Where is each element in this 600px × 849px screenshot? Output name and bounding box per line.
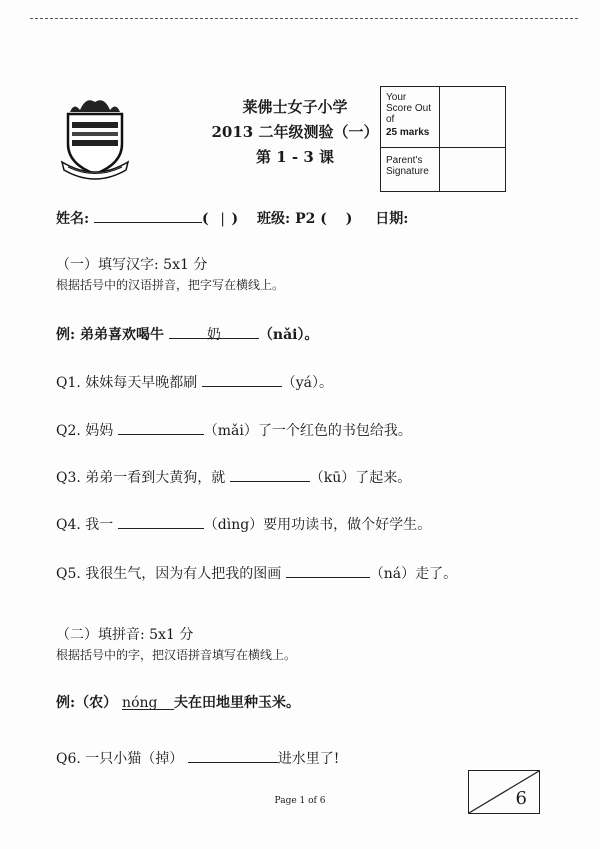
section1-title: （一）填写汉字: 5x1 分 bbox=[56, 257, 208, 273]
scan-edge-line bbox=[30, 18, 578, 19]
page-score-box bbox=[468, 770, 540, 814]
answer-blank-q1[interactable] bbox=[202, 372, 282, 387]
question-row: Q2. 妈妈 （mǎi）了一个红色的书包给我。 bbox=[56, 420, 412, 440]
section1-example: 例: 弟弟喜欢喝牛 奶 （nǎi）。 bbox=[56, 324, 319, 344]
marks-label: 25 marks bbox=[386, 127, 430, 138]
section2-example: 例:（农） nóng 夫在田地里种玉米。 bbox=[56, 695, 301, 711]
diagonal-divider bbox=[469, 771, 539, 813]
score-field[interactable] bbox=[443, 91, 499, 143]
question-row: Q6. 一只小猫（掉） 进水里了! bbox=[56, 748, 339, 768]
score-box bbox=[380, 86, 506, 192]
section2-title: （二）填拼音: 5x1 分 bbox=[56, 627, 194, 643]
class-label: 班级: P2 ( bbox=[257, 211, 327, 227]
student-info-row: 姓名: ( | ) 班级: P2 ( ) 日期: bbox=[56, 208, 503, 228]
school-crest-icon bbox=[58, 92, 132, 180]
answer-blank-q6[interactable] bbox=[188, 748, 278, 763]
question-row: Q4. 我一 （dìng）要用功读书，做个好学生。 bbox=[56, 514, 431, 534]
score-label: Your Score Out of bbox=[386, 92, 432, 125]
parent-signature-label: Parent's Signature bbox=[386, 155, 429, 177]
question-row: Q1. 妹妹每天早晚都刷 （yá）。 bbox=[56, 372, 333, 392]
page-number: Page 1 of 6 bbox=[274, 796, 326, 806]
date-label: 日期: bbox=[375, 211, 409, 227]
example-answer: 奶 bbox=[169, 324, 259, 339]
answer-blank-q5[interactable] bbox=[286, 563, 370, 578]
name-field[interactable] bbox=[94, 208, 202, 223]
school-name: 莱佛士女子小学 bbox=[242, 98, 348, 116]
section1-instruction: 根据括号中的汉语拼音，把字写在横线上。 bbox=[56, 278, 285, 292]
question-row: Q3. 弟弟一看到大黄狗，就 （kū）了起来。 bbox=[56, 467, 411, 487]
lessons-title: 第 1 - 3 课 bbox=[256, 148, 334, 166]
name-label: 姓名: bbox=[56, 211, 90, 227]
answer-blank-q4[interactable] bbox=[118, 514, 204, 529]
page-score-total: 6 bbox=[515, 788, 527, 809]
example-answer: nóng bbox=[122, 695, 174, 710]
section2-instruction: 根据括号中的字，把汉语拼音填写在横线上。 bbox=[56, 648, 297, 662]
question-row: Q5. 我很生气，因为有人把我的图画 （ná）走了。 bbox=[56, 563, 457, 583]
index-number: | bbox=[220, 211, 225, 227]
test-title: 2013 二年级测验（一） bbox=[211, 123, 379, 141]
answer-blank-q3[interactable] bbox=[230, 467, 310, 482]
signature-field[interactable] bbox=[443, 151, 499, 187]
answer-blank-q2[interactable] bbox=[118, 420, 204, 435]
